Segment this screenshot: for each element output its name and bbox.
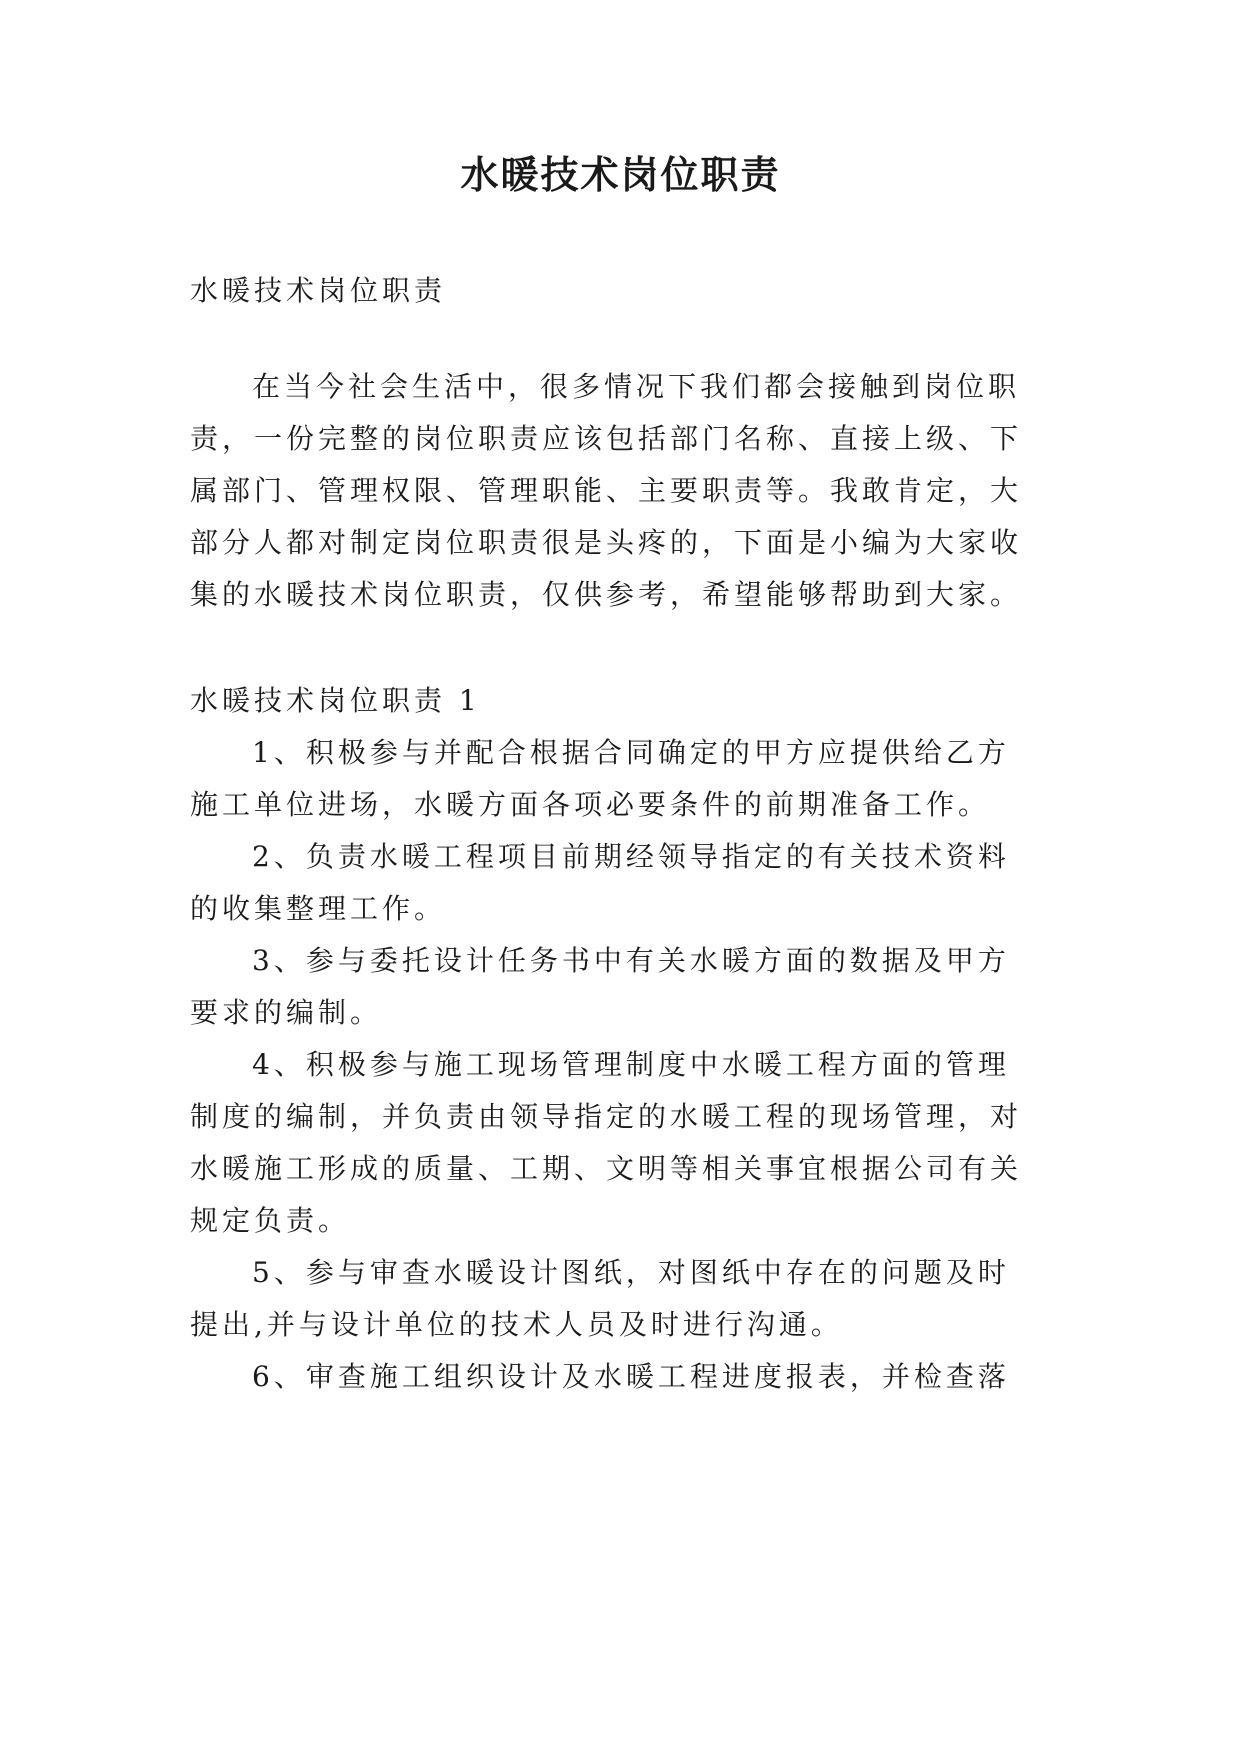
duty-line: 1、积极参与并配合根据合同确定的甲方应提供给乙方 <box>252 736 1010 769</box>
document-title: 水暖技术岗位职责 <box>460 152 781 197</box>
intro-line: 部分人都对制定岗位职责很是头疼的，下面是小编为大家收 <box>190 526 1023 559</box>
intro-line: 责，一份完整的岗位职责应该包括部门名称、直接上级、下 <box>190 422 1023 455</box>
duty-line: 6、审查施工组织设计及水暖工程进度报表，并检查落 <box>252 1360 1010 1393</box>
duty-line: 要求的编制。 <box>190 996 383 1029</box>
intro-line: 集的水暖技术岗位职责，仅供参考，希望能够帮助到大家。 <box>190 578 1023 611</box>
duty-line: 规定负责。 <box>190 1204 351 1237</box>
duty-line: 5、参与审查水暖设计图纸，对图纸中存在的问题及时 <box>252 1256 1010 1289</box>
intro-line: 属部门、管理权限、管理职能、主要职责等。我敢肯定，大 <box>190 474 1023 507</box>
intro-line: 在当今社会生活中，很多情况下我们都会接触到岗位职 <box>252 370 1021 403</box>
duty-line: 2、负责水暖工程项目前期经领导指定的有关技术资料 <box>252 840 1010 873</box>
document-subtitle: 水暖技术岗位职责 <box>190 274 447 307</box>
duty-line: 的收集整理工作。 <box>190 892 447 925</box>
duty-line: 制度的编制，并负责由领导指定的水暖工程的现场管理，对 <box>190 1100 1023 1133</box>
duty-line: 提出,并与设计单位的技术人员及时进行沟通。 <box>190 1308 843 1341</box>
duty-line: 4、积极参与施工现场管理制度中水暖工程方面的管理 <box>252 1048 1010 1081</box>
section-heading: 水暖技术岗位职责 1 <box>190 684 481 717</box>
duty-line: 3、参与委托设计任务书中有关水暖方面的数据及甲方 <box>252 944 1010 977</box>
duty-line: 水暖施工形成的质量、工期、文明等相关事宜根据公司有关 <box>190 1152 1023 1185</box>
duty-line: 施工单位进场，水暖方面各项必要条件的前期准备工作。 <box>190 788 991 821</box>
